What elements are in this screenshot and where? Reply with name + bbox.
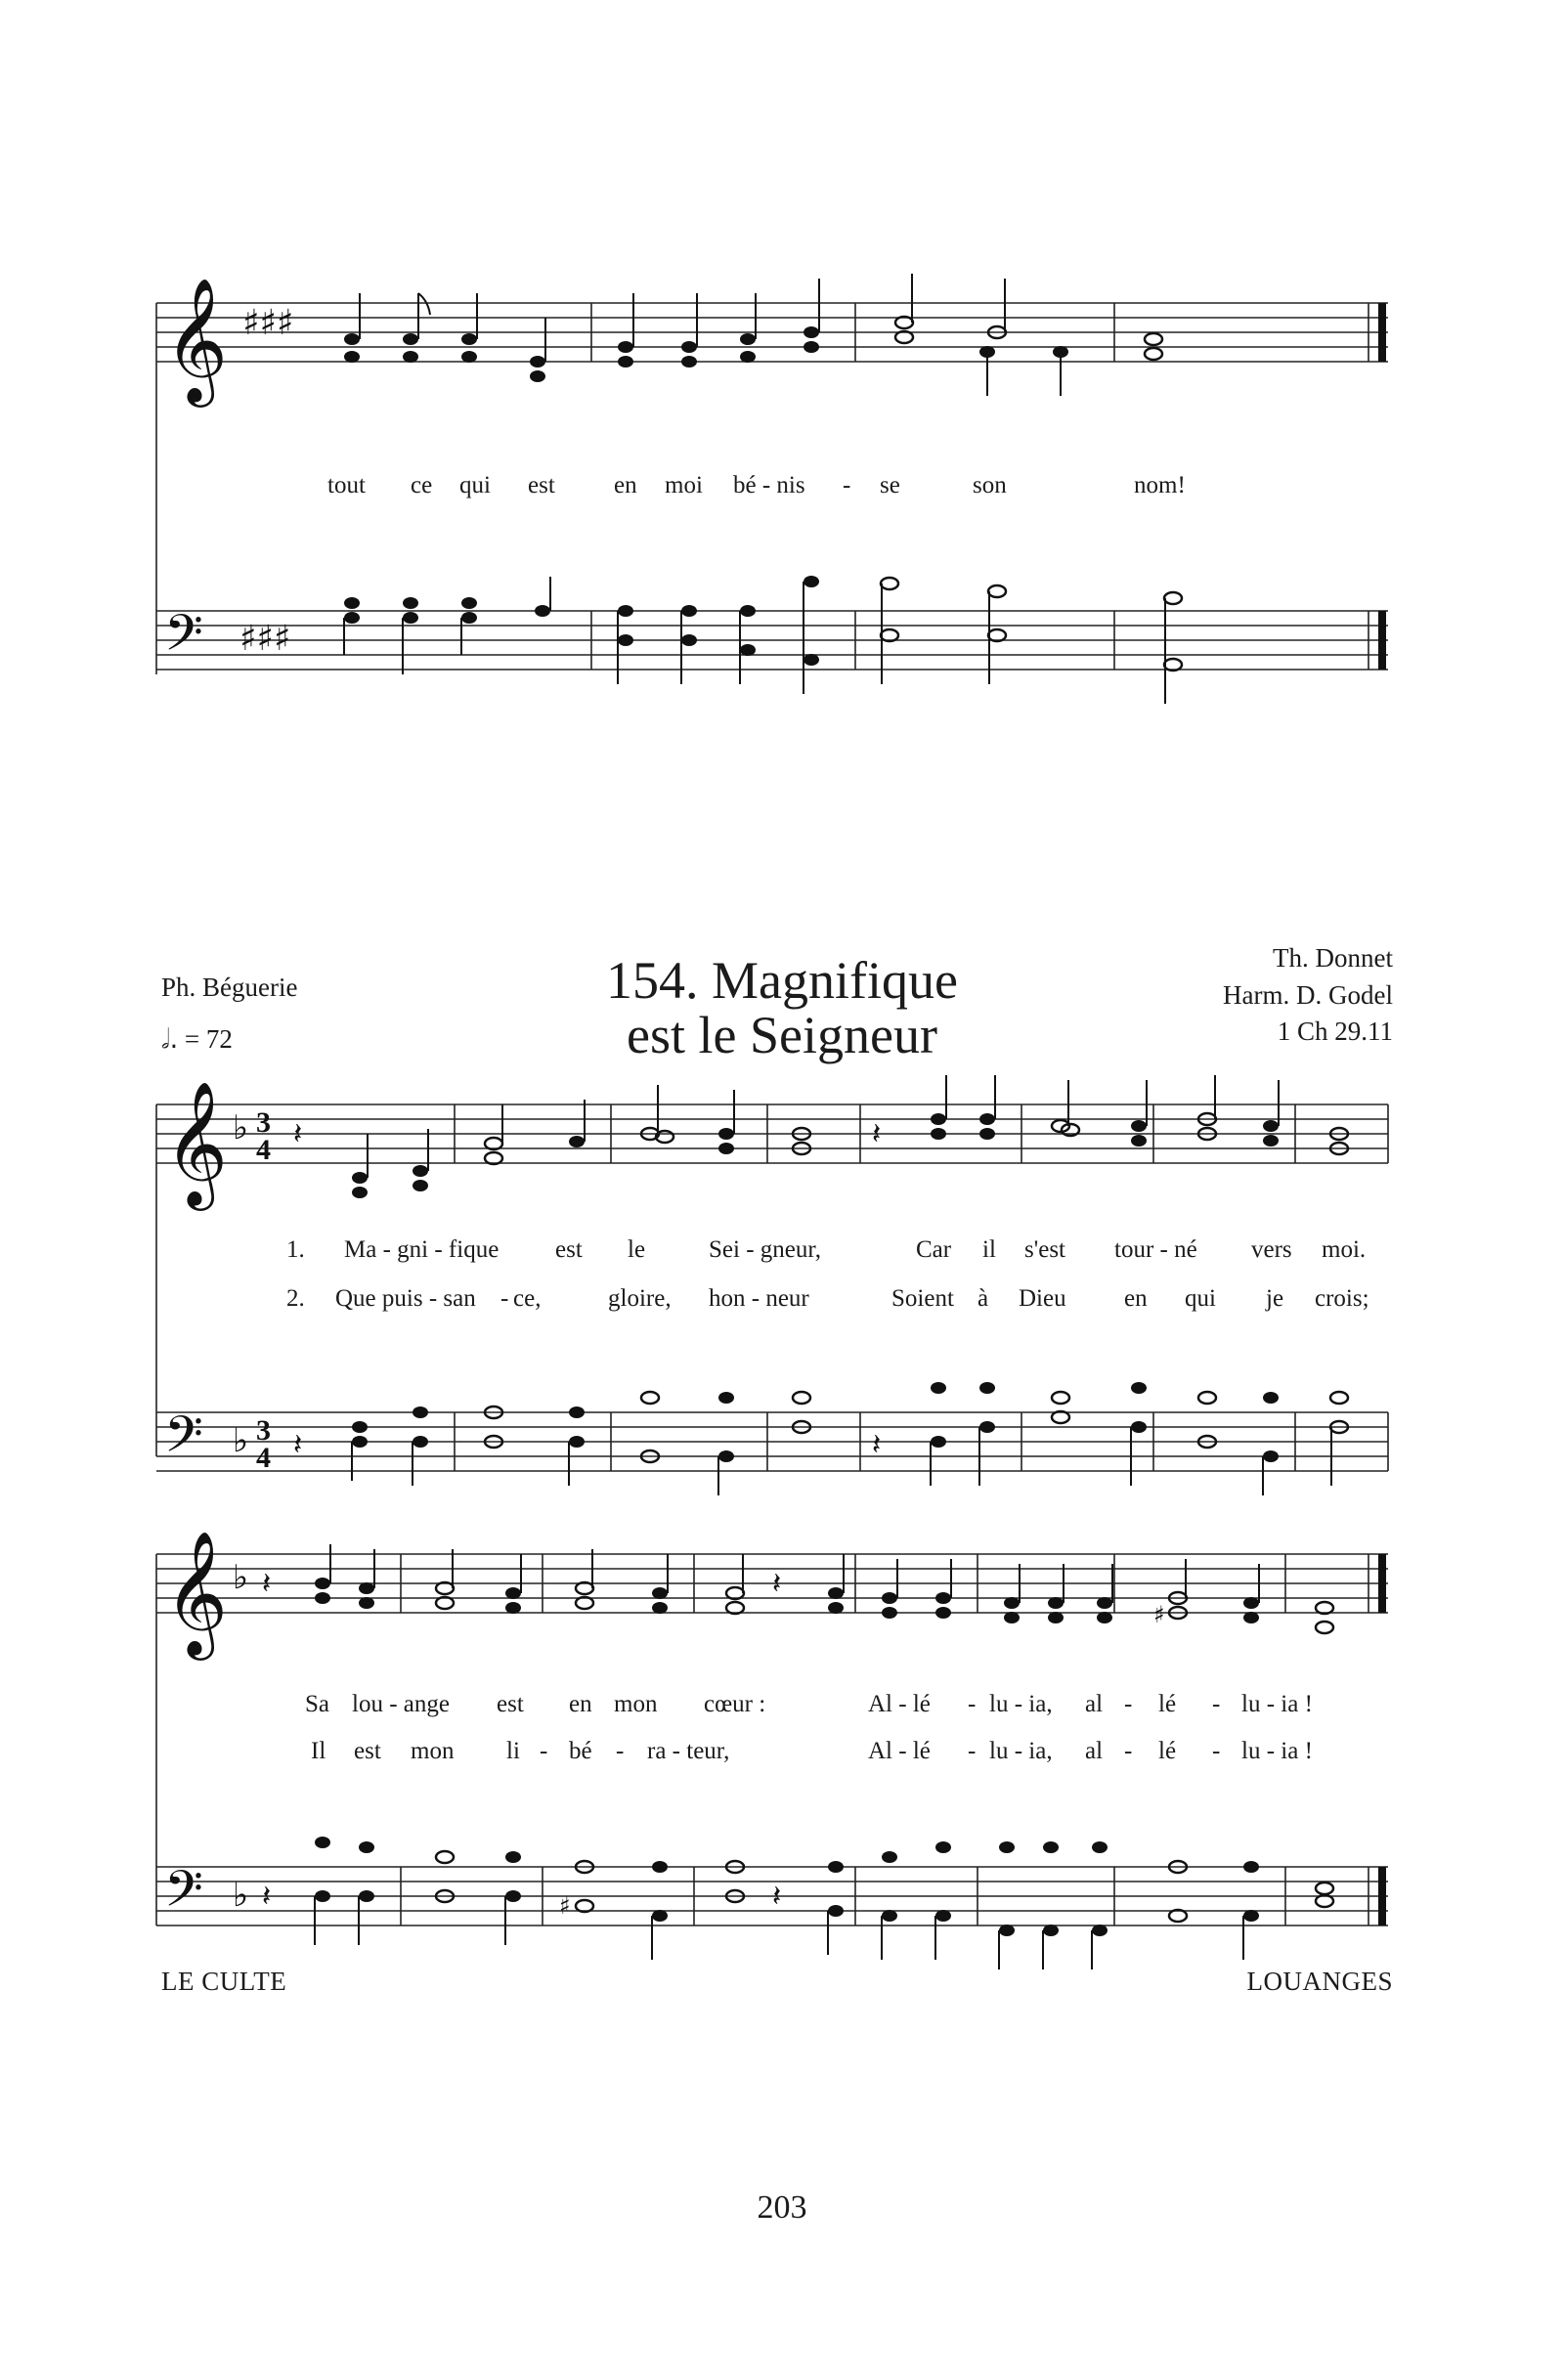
flat-icon: ♭ [233, 1108, 249, 1147]
treble-staff-3 [0, 1525, 1564, 1662]
time-signature-top: 3 [256, 1414, 271, 1447]
composer: Ph. Béguerie [161, 973, 298, 1002]
quarter-rest-icon: 𝄽 [872, 1117, 882, 1151]
lyrics-verse2-line1: 2. Que puis - san - ce, gloire, hon - neur Soient à Dieu en qui je crois; [286, 1285, 1369, 1312]
lyrics-verse2-line2: Il est mon li - bé - ra - teur, Al - lé - lu - ia, al - lé - lu - ia ! [311, 1738, 1313, 1764]
quarter-rest-icon: 𝄽 [293, 1428, 303, 1462]
bass-staff-3 [0, 1828, 1564, 1974]
time-signature-top: 3 [256, 1106, 271, 1139]
flat-icon: ♭ [233, 1558, 249, 1597]
harmonization: Harm. D. Godel [1223, 980, 1393, 1010]
tempo-marking: 𝅗𝅥. = 72 [161, 1024, 233, 1055]
bass-clef-icon: 𝄢 [164, 603, 203, 674]
section-label-left: LE CULTE [161, 1967, 287, 1996]
bass-clef-icon: 𝄢 [164, 1859, 203, 1930]
sharp-icon: ♯♯♯ [242, 303, 294, 343]
flat-icon: ♭ [233, 1421, 249, 1460]
quarter-rest-icon: 𝄽 [293, 1117, 303, 1151]
sharp-icon: ♯ [559, 1892, 571, 1920]
quarter-rest-icon: 𝄽 [262, 1880, 272, 1914]
flat-icon: ♭ [233, 1876, 249, 1915]
treble-staff-2 [0, 1075, 1564, 1205]
treble-clef-icon: 𝄞 [164, 1530, 229, 1655]
scripture-reference: 1 Ch 29.11 [1277, 1017, 1393, 1046]
quarter-rest-icon: 𝄽 [772, 1880, 782, 1914]
bass-clef-icon: 𝄢 [164, 1405, 203, 1476]
bass-staff-1 [0, 577, 1564, 733]
section-label-right: LOUANGES [1246, 1967, 1393, 1996]
title-line-2: est le Seigneur [627, 1006, 937, 1064]
sharp-icon: ♯ [1153, 1601, 1165, 1628]
half-note-dotted-icon: 𝅗𝅥. [161, 1024, 179, 1055]
lyrics-first-system: tout ce qui est en moi bé - nis - se son nom! [327, 472, 1186, 498]
page-number: 203 [757, 2189, 807, 2226]
bass-staff-2 [0, 1368, 1564, 1505]
title-line-1: 154. Magnifique [606, 951, 958, 1010]
time-signature-bottom: 4 [256, 1134, 271, 1166]
treble-clef-icon: 𝄞 [164, 1080, 229, 1205]
time-signature-bottom: 4 [256, 1442, 271, 1474]
treble-staff-1 [0, 244, 1564, 440]
treble-clef-icon: 𝄞 [164, 277, 229, 402]
lyrics-verse1-line1: 1. Ma - gni - fique est le Sei - gneur, Car il s'est tour - né vers moi. [286, 1236, 1367, 1263]
quarter-rest-icon: 𝄽 [872, 1428, 882, 1462]
lyrics-verse1-line2: Sa lou - ange est en mon cœur : Al - lé - lu - ia, al - lé - lu - ia ! [305, 1691, 1313, 1717]
hymn-title [508, 953, 1056, 1062]
quarter-rest-icon: 𝄽 [262, 1567, 272, 1601]
sharp-icon: ♯♯♯ [239, 619, 291, 659]
author: Th. Donnet [1273, 943, 1393, 973]
quarter-rest-icon: 𝄽 [772, 1567, 782, 1601]
